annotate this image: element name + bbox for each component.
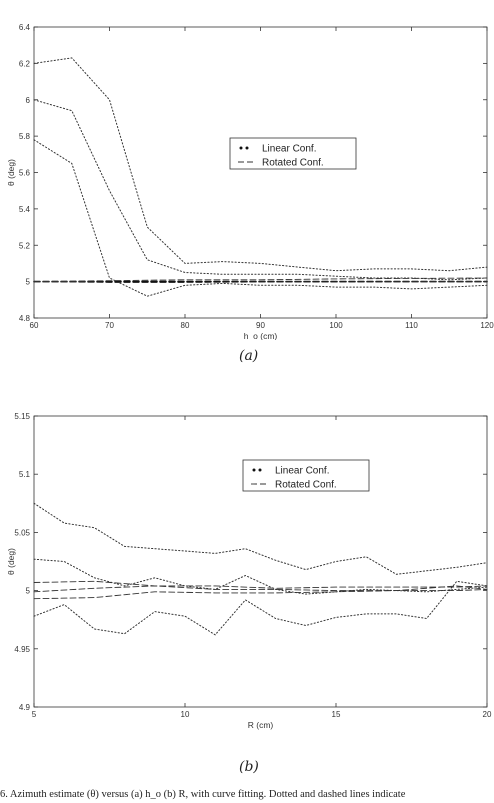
c0-x-tick-label: 110 xyxy=(405,321,418,330)
c0-x-tick-label: 90 xyxy=(256,321,265,330)
c0-series-1-line xyxy=(34,100,487,280)
c0-y-tick-label: 4.8 xyxy=(18,314,30,323)
c1-series-1-line xyxy=(34,559,487,594)
c0-x-tick-label: 100 xyxy=(329,321,343,330)
panel-label-b: (b) xyxy=(239,759,259,775)
panel-label-a: (a) xyxy=(239,348,259,364)
c1-series-4-line xyxy=(34,586,487,592)
c1-legend-marker-dot xyxy=(253,469,256,472)
c1-x-axis-label: R (cm) xyxy=(247,720,274,730)
c1-y-tick-label: 4.9 xyxy=(18,703,30,712)
c0-legend-marker-dot xyxy=(246,147,249,150)
figure-caption: 6. Azimuth estimate (θ) versus (a) h_o (b) R, with curve fitting. Dotted and dashed lines indicate xyxy=(0,789,406,800)
c0-legend-marker-dot xyxy=(240,147,243,150)
c0-y-axis-label: θ (deg) xyxy=(6,159,16,186)
c1-legend-entry-label: Rotated Conf. xyxy=(275,479,337,491)
c1-x-tick-label: 15 xyxy=(331,710,341,719)
c1-x-tick-label: 20 xyxy=(482,710,492,719)
c0-legend-entry-label: Linear Conf. xyxy=(262,143,317,155)
c0-plot-frame xyxy=(34,27,487,318)
c0-y-tick-label: 6.2 xyxy=(18,59,30,69)
c1-y-tick-label: 4.95 xyxy=(14,644,30,654)
c1-series-0-line xyxy=(34,503,487,574)
c0-x-axis-label: h_o (cm) xyxy=(243,331,278,340)
c0-y-tick-label: 6 xyxy=(25,95,30,105)
c0-y-tick-label: 5 xyxy=(25,277,30,287)
c1-x-tick-label: 10 xyxy=(180,710,190,719)
c0-x-tick-label: 70 xyxy=(105,321,114,330)
c0-y-tick-label: 5.8 xyxy=(18,132,30,142)
c0-y-tick-label: 6.4 xyxy=(18,23,30,32)
c1-legend-entry-label: Linear Conf. xyxy=(275,465,330,477)
c1-y-tick-label: 5.05 xyxy=(14,528,30,538)
c0-y-tick-label: 5.6 xyxy=(18,168,30,178)
c1-y-tick-label: 5.1 xyxy=(18,470,30,480)
c0-y-tick-label: 5.2 xyxy=(18,241,30,251)
c0-x-tick-label: 60 xyxy=(29,321,39,330)
chart-azimuth-vs-ho xyxy=(0,0,494,340)
c1-y-axis-label: θ (deg) xyxy=(6,548,16,575)
c0-x-tick-label: 80 xyxy=(180,321,190,330)
c1-y-tick-label: 5.15 xyxy=(14,412,30,421)
c0-y-tick-label: 5.4 xyxy=(18,204,30,214)
c1-y-tick-label: 5 xyxy=(25,586,30,596)
c1-legend-marker-dot xyxy=(259,469,262,472)
c0-legend-entry-label: Rotated Conf. xyxy=(262,157,324,169)
c1-series-5-line xyxy=(34,589,487,598)
c1-x-tick-label: 5 xyxy=(31,710,37,719)
chart-azimuth-vs-r xyxy=(0,400,494,750)
c0-x-tick-label: 120 xyxy=(480,321,494,330)
